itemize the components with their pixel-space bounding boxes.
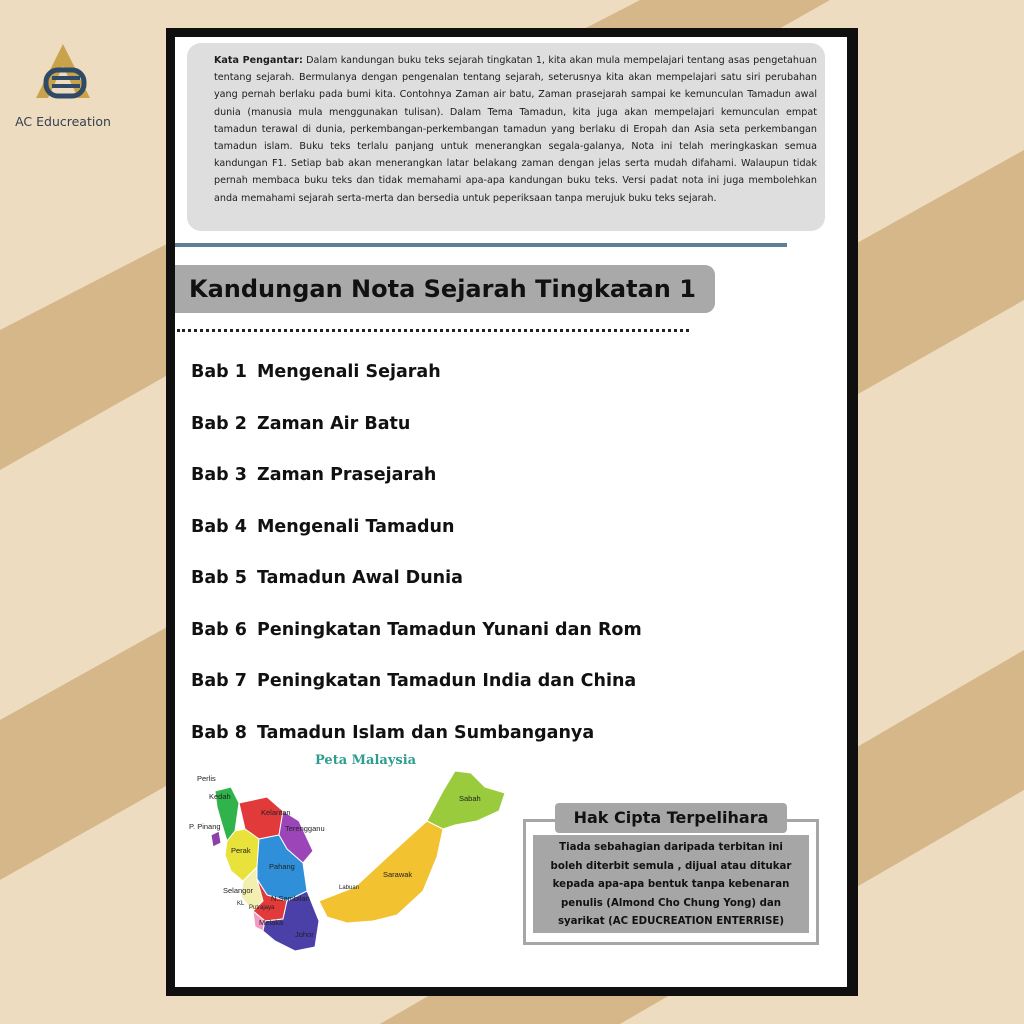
map-label-melaka: Melaka	[259, 918, 284, 927]
toc-item	[191, 617, 811, 669]
toc-item-number: Bab 3	[191, 465, 247, 485]
ac-educreation-logo	[28, 40, 98, 110]
intro-panel	[187, 43, 825, 231]
toc-item	[191, 514, 811, 566]
divider-rule	[175, 243, 787, 247]
copyright-text	[533, 835, 809, 933]
map-state-sarawak	[319, 821, 443, 923]
copyright-title: Hak Cipta Terpelihara	[555, 803, 787, 833]
copyright-line: boleh diterbit semula , dijual atau ditukar	[550, 860, 792, 872]
copyright-box	[523, 819, 819, 945]
toc-item-title: Tamadun Islam dan Sumbanganya	[257, 722, 595, 743]
toc-item-number: Bab 5	[191, 568, 247, 588]
toc-item-title: Tamadun Awal Dunia	[257, 568, 463, 588]
toc-item-title: Peningkatan Tamadun India dan China	[257, 671, 637, 691]
toc-title: Kandungan Nota Sejarah Tingkatan 1	[175, 265, 715, 313]
toc-item	[191, 462, 811, 514]
toc-item	[191, 668, 811, 720]
toc-item-number: Bab 2	[191, 413, 247, 434]
map-title: Peta Malaysia	[315, 753, 417, 768]
map-label-nsembilan: N.Sembilan	[271, 894, 310, 903]
toc-item-title: Zaman Air Batu	[257, 413, 411, 434]
toc-item-title: Zaman Prasejarah	[257, 465, 437, 485]
toc-item	[191, 411, 811, 463]
map-label-putrajaya: Putrajaya	[249, 905, 275, 911]
intro-label: Kata Pengantar:	[214, 55, 303, 66]
map-label-sabah: Sabah	[459, 794, 481, 803]
toc-item-number: Bab 7	[191, 671, 247, 691]
brand	[8, 40, 118, 129]
map-label-pahang: Pahang	[269, 862, 295, 871]
copyright-line: syarikat (AC EDUCREATION ENTERRISE)	[557, 916, 785, 927]
toc-item-title: Mengenali Tamadun	[257, 516, 455, 537]
map-label-perak: Perak	[231, 846, 251, 855]
toc-item	[191, 565, 811, 617]
copyright-line: penulis (Almond Cho Chung Yong) dan	[561, 897, 781, 909]
malaysia-map	[187, 751, 527, 951]
map-label-terengganu: Terengganu	[285, 824, 325, 833]
map-label-perlis: Perlis	[197, 774, 216, 783]
map-label-penang: P. Pinang	[189, 822, 221, 831]
map-label-johor: Johor	[295, 930, 314, 939]
map-label-kl: KL	[237, 901, 245, 907]
toc-item-number: Bab 4	[191, 516, 247, 537]
map-label-labuan: Labuan	[339, 885, 360, 891]
intro-text: Dalam kandungan buku teks sejarah tingkatan 1, kita akan mula mempelajari tentang asas pengetahuan tentang sejarah. Bermulanya dengan pengenalan tentang sejarah, seterusnya kita akan mempelajari satu siri perubahan yang pernah berlaku pada bumi kita. Contohnya Zaman air batu, Zaman prasejarah sampai ke kemunculan Tamadun awal dunia (manusia mula menggunakan tulisan). Dalam Tema Tamadun, kita juga akan mempelajari kemunculan empat tamadun terawal di dunia, perkembangan-perkembangan tamadun yang berlaku di Eropah dan Asia seta perkembangan tamadun islam. Buku teks terlalu panjang untuk menerangkan segala-galanya, Nota ini telah meringkaskan semua kandungan F1. Setiap bab akan menerangkan latar belakang zaman dengan jelas serta mudah difahami. Walaupun tidak pernah membaca buku teks dan tidak memahami apa-apa kandungan buku teks. Versi padat nota ini juga membolehkan anda memahami sejarah serta-merta dan bersedia untuk peperiksaan tanpa merujuk buku teks sejarah.	[214, 55, 817, 204]
document-page	[175, 37, 847, 987]
toc-item-title: Mengenali Sejarah	[257, 362, 441, 382]
map-label-sarawak: Sarawak	[383, 870, 413, 879]
toc-item-number: Bab 1	[191, 362, 247, 382]
document-frame	[166, 28, 858, 996]
toc-item-number: Bab 6	[191, 619, 247, 640]
toc-list	[191, 359, 811, 771]
toc-item-number: Bab 8	[191, 722, 247, 743]
brand-name: AC Educreation	[15, 114, 111, 129]
map-label-selangor: Selangor	[223, 886, 254, 895]
toc-item-title: Peningkatan Tamadun Yunani dan Rom	[257, 619, 642, 640]
copyright-line: kepada apa-apa bentuk tanpa kebenaran	[552, 879, 790, 890]
dotted-divider	[177, 329, 689, 332]
toc-item	[191, 359, 811, 411]
map-label-kelantan: Kelantan	[261, 808, 291, 817]
map-state-penang	[211, 831, 221, 847]
copyright-line: Tiada sebahagian daripada terbitan ini	[559, 842, 783, 853]
map-label-kedah: Kedah	[209, 792, 231, 801]
